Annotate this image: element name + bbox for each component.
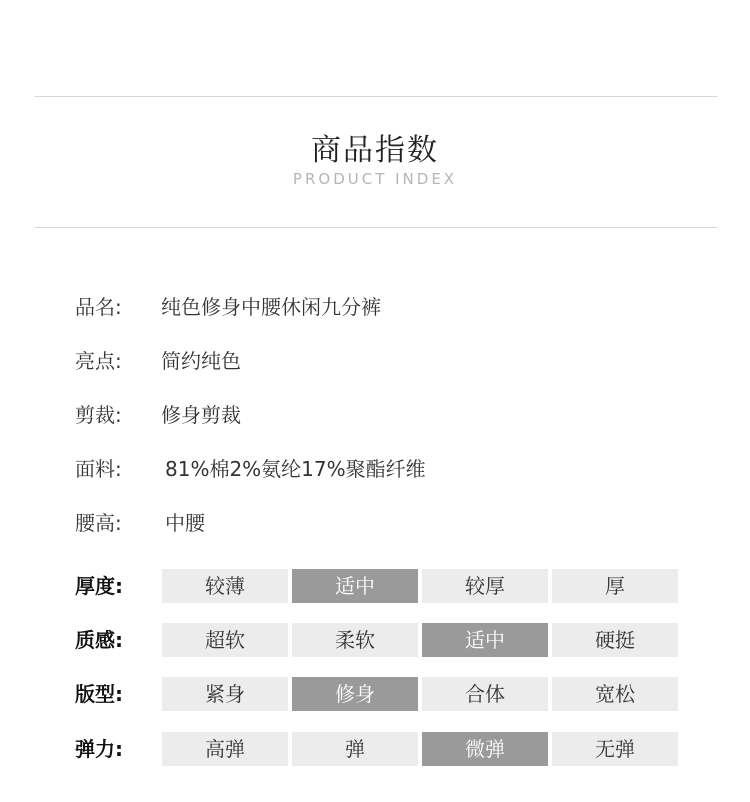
rating-label: 厚度: (75, 574, 123, 598)
info-value: 81%棉2%氨纶17%聚酯纤维 (165, 456, 426, 481)
rating-label: 版型: (75, 682, 123, 706)
rating-option[interactable]: 硬挺 (552, 623, 678, 657)
rating-option[interactable]: 合体 (422, 677, 548, 711)
rating-option[interactable]: 宽松 (552, 677, 678, 711)
info-label: 腰高: (75, 510, 122, 535)
page-subtitle: PRODUCT INDEX (292, 170, 458, 188)
rating-option[interactable]: 微弹 (422, 732, 548, 766)
info-row-name (75, 291, 381, 319)
rating-option[interactable]: 弹 (292, 732, 418, 766)
rating-option[interactable]: 柔软 (292, 623, 418, 657)
rating-option[interactable]: 无弹 (552, 732, 678, 766)
info-label: 品名: (75, 294, 122, 319)
rating-row-texture (75, 623, 685, 657)
rating-row-fit (75, 677, 685, 711)
rating-label: 弹力: (75, 737, 123, 761)
info-value: 纯色修身中腰休闲九分裤 (161, 294, 381, 319)
info-label: 亮点: (75, 348, 122, 373)
rating-option[interactable]: 适中 (422, 623, 548, 657)
header-top-divider (34, 96, 718, 97)
rating-option[interactable]: 厚 (552, 569, 678, 603)
rating-label: 质感: (75, 628, 123, 652)
rating-option[interactable]: 超软 (162, 623, 288, 657)
info-label: 面料: (75, 456, 122, 481)
header-bottom-divider (34, 227, 718, 228)
rating-row-elasticity (75, 732, 685, 766)
info-row-highlight (75, 345, 241, 373)
rating-option[interactable]: 适中 (292, 569, 418, 603)
rating-option[interactable]: 紧身 (162, 677, 288, 711)
info-label: 剪裁: (75, 402, 122, 427)
info-row-fabric (75, 453, 426, 481)
rating-option[interactable]: 较薄 (162, 569, 288, 603)
info-value: 修身剪裁 (161, 402, 241, 427)
info-value: 简约纯色 (161, 348, 241, 373)
info-row-waist (75, 507, 205, 535)
rating-option[interactable]: 高弹 (162, 732, 288, 766)
rating-option[interactable]: 修身 (292, 677, 418, 711)
page-title: 商品指数 (311, 133, 439, 168)
rating-option[interactable]: 较厚 (422, 569, 548, 603)
rating-row-thickness (75, 569, 685, 603)
info-row-cut (75, 399, 241, 427)
info-value: 中腰 (165, 510, 205, 535)
